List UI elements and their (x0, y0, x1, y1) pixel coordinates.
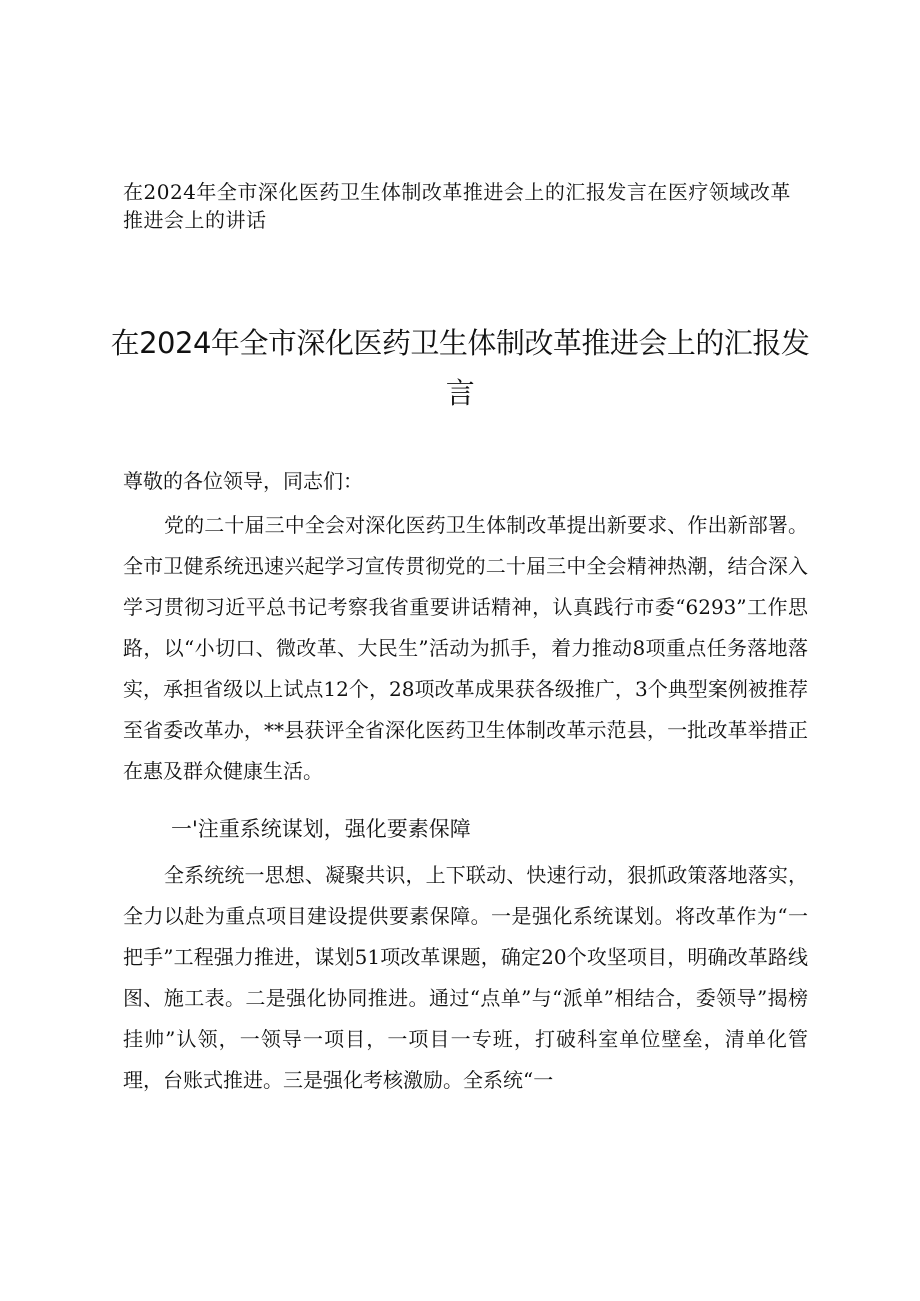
body-paragraph-1: 党的二十届三中全会对深化医药卫生体制改革提出新要求、作出新部署。全市卫健系统迅速兴起学习宣传贯彻党的二十届三中全会精神热潮，结合深入学习贯彻习近平总书记考察我省重要讲话精神，认真践行市委“6293”工作思路，以“小切口、微改革、大民生”活动为抓手，着力推动8项重点任务落地落实，承担省级以上试点12个，28项改革成果获各级推广，3个典型案例被推荐至省委改革办，**县获评全省深化医药卫生体制改革示范县，一批改革举措正在惠及群众健康生活。 (123, 513, 808, 783)
section-heading-1: 一'注重系统谋划，强化要素保障 (171, 817, 471, 841)
body-paragraph-2: 全系统统一思想、凝聚共识，上下联动、快速行动，狠抓政策落地落实，全力以赴为重点项目建设提供要素保障。一是强化系统谋划。将改革作为“一把手”工程强力推进，谋划51项改革课题，确定20个攻坚项目，明确改革路线图、施工表。二是强化协同推进。通过“点单”与“派单”相结合，委领导”揭榜挂帅”认领，一领导一项目，一项目一专班，打破科室单位壁垒，清单化管理，台账式推进。三是强化考核激励。全系统“一 (123, 863, 808, 1092)
salutation: 尊敬的各位领导，同志们： (123, 469, 363, 493)
document-header: 在2024年全市深化医药卫生体制改革推进会上的汇报发言在医疗领域改革推进会上的讲话 (123, 180, 791, 232)
document-title: 在2024年全市深化医药卫生体制改革推进会上的汇报发言 (110, 326, 810, 410)
